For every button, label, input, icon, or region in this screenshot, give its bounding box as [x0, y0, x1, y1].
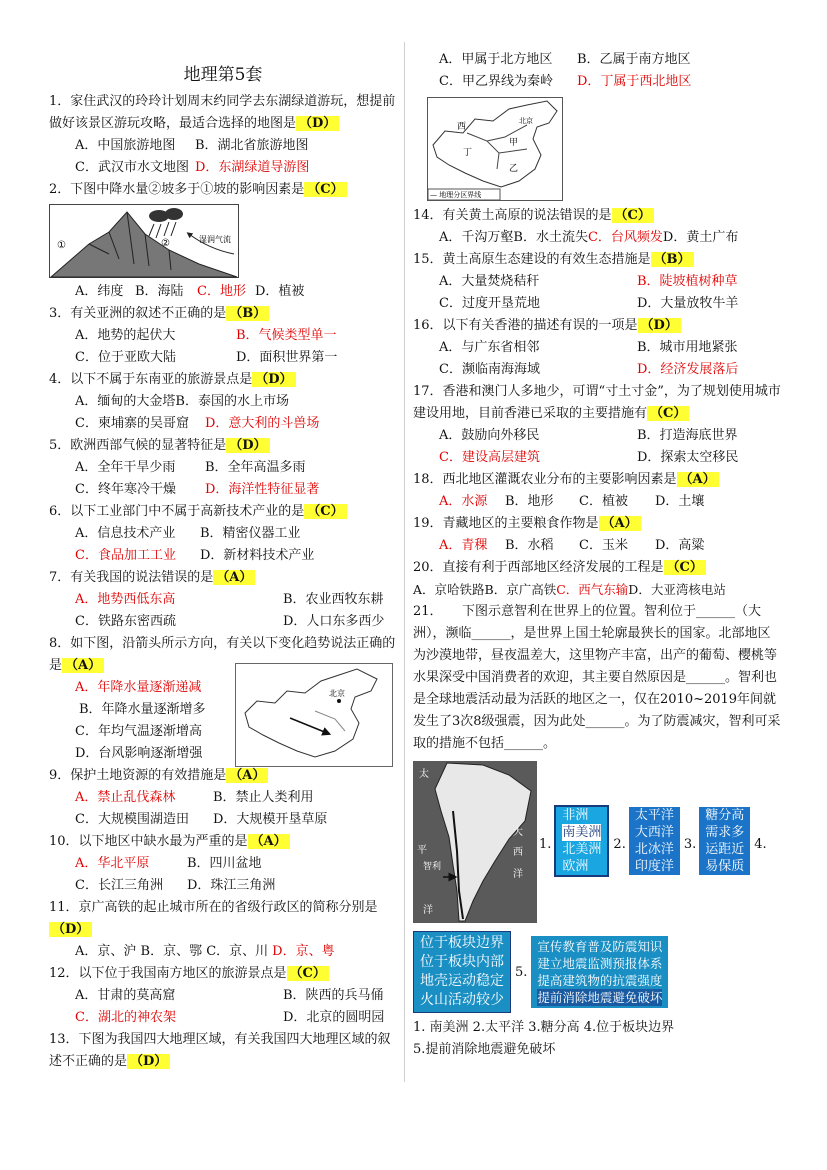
ocean-options: 太平洋 大西洋 北冰洋 印度洋 [629, 807, 680, 875]
answer-badge: （C） [287, 966, 329, 981]
question-13: 13．下图为我国四大地理区域，有关我国四大地理区域的叙述不正确的是 （D） [49, 1032, 391, 1069]
answer-badge: （D） [49, 922, 92, 937]
answer-badge: （A） [226, 768, 268, 783]
mountain-rain-figure [49, 204, 397, 278]
slope-2-label: ② [161, 238, 170, 249]
map-legend: — 地理分区界线 [430, 191, 482, 199]
svg-text:洋: 洋 [423, 905, 433, 916]
measure-options: 宣传教育普及防震知识 建立地震监测预报体系 提高建筑物的抗震强度 提前消除地震避免破坏 [531, 936, 668, 1008]
plate-options: 位于板块边界 位于板块内部 地壳运动稳定 火山活动较少 [413, 931, 511, 1013]
left-column: 地理第5套 1．家住武汉的玲玲计划周末约同学去东湖绿道游玩，想提前做好该景区游玩攻略，最适合选择的地图是 （D） A．中国旅游地图 B．湖北省旅游地图 C．武汉市水文地图 D．东湖绿道导游图 2．下图中降水量②坡多于①坡的影响因素是 （C） ① ② 湿润气流 A．纬度 B．海陆 C．地形 D．植被 3．有关亚洲的叙述不正确的是 （B） A．地势的起伏大 B．气候类型单一 C．位于亚欧大陆 D．面积世界第一 4．以下不属于东南亚的旅游景点是 （D） A．缅甸的大金塔B．泰国的水上市场 C．柬埔寨的吴哥窟 D．意大利的斗兽场 5．欧洲西部气候的显著特征是 （D） A．全年干旱少雨 B．全年高温多雨 C．终年寒冷干燥 D．海洋性特征显著 6．以下工业部门中不属于高新技术产业的是 （C） A．信息技术产业 B．精密仪器工业 C．食品加工工业 D．新材料技术产业 7．有关我国的说法错误的是 （A） A．地势西低东高 B．农业西牧东耕 C．铁路东密西疏 D．人口东多西少 8．如下图，沿箭头所示方向，有关以下变化趋势说法正确的是 （A） A．年降水量逐渐递减 B．年降水量逐渐增多 C．年均气温逐渐增高 D．台风影响逐渐增强 北京 9．保护土地资源的有效措施是 （A） A．禁止乱伐森林 B．禁止人类利用 C．大规模围湖造田 D．大规模开垦草原 10．以下地区中缺水最为严重的是 （A） A．华北平原 B．四川盆地 C．长江三角洲 D．珠江三角洲 11．京广高铁的起止城市所在的省级行政区的简称分别是（D） A．京、沪 B．京、鄂 C．京、川 D．京、粤 12．以下位于我国南方地区的旅游景点是 （C） A．甘肃的莫高窟 B．陕西的兵马俑 C．湖北的神农架 D．北京的圆明园 13．下图为我国四大地理区域，有关我国四大地理区域的叙述不正确的是 （D） [49, 40, 397, 1073]
page-title: 地理第5套 [183, 65, 263, 85]
question-7: 7．有关我国的说法错误的是 （A） [49, 567, 397, 589]
question-1: 1．家住武汉的玲玲计划周末约同学去东湖绿道游玩，想提前做好该景区游玩攻略，最适合选择的地图是 （D） [49, 94, 396, 131]
question-9: 9．保护土地资源的有效措施是 （A） [49, 765, 397, 787]
region-jia-label: 甲 [509, 138, 519, 148]
question-17: 17．香港和澳门人多地少，可谓“寸土寸金”，为了规划使用城市建设用地，目前香港已采取的主要措施有 （C） [413, 384, 781, 421]
question-8: 8．如下图，沿箭头所示方向，有关以下变化趋势说法正确的是 （A） [49, 636, 396, 673]
q21-answer-line-2: 5.提前消除地震避免破坏 [413, 1042, 556, 1057]
continent-options: 非洲 南美洲 北美洲 欧洲 [554, 805, 609, 877]
question-20: 20．直接有利于西部地区经济发展的工程是 （C） [413, 557, 781, 579]
column-divider [404, 42, 405, 1082]
svg-text:西: 西 [513, 847, 523, 858]
beijing-label: 北京 [329, 689, 345, 698]
answer-badge: （C） [304, 504, 346, 519]
question-12: 12．以下位于我国南方地区的旅游景点是 （C） [49, 963, 397, 985]
question-4: 4．以下不属于东南亚的旅游景点是 （D） [49, 369, 397, 391]
answer-badge: （A） [248, 834, 290, 849]
region-ding-label: 丁 [463, 148, 473, 158]
answer-badge: （D） [127, 1054, 170, 1069]
answer-badge: （A） [677, 472, 719, 487]
beijing-label: 北京 [519, 117, 533, 125]
answer-badge: （D） [252, 372, 295, 387]
answer-badge: （D） [296, 116, 339, 131]
right-column: A．甲属于北方地区 B．乙属于南方地区 C．甲乙界线为秦岭 D．丁属于西北地区 西 丁 甲 乙 北京 — 地理分区界线 14．有关黄土高原的说法错误的是 （C） A．千沟万壑B．水土流失 C．台风频发 D．黄土广布 15．黄土高原生态建设的有效生态措施是 （B） A．大量焚烧秸秆 B．陡坡植树种草 C．过度开垦荒地 D．大量放牧牛羊 16．以下有关香港的描述有误的一项是 （D） A．与广东省相邻 B．城市用地紧张 C．濒临南海海域 D．经济发展落后 17．香港和澳门人多地少，可谓“寸土寸金”，为了规划使用城市建设用地，目前香港已采取的主要措施有 （C） A．鼓励向外移民 B．打造海底世界 C．建设高层建筑 D．探索太空移民 18．西北地区灌溉农业分布的主要影响因素是 （A） A．水源 B．地形 C．植被 D．土壤 19．青藏地区的主要粮食作物是 （A） A．青稞 B．水稻 C．玉米 D．高粱 20．直接有利于西部地区经济发展的工程是 （C） A．京哈铁路B．京广高铁 C．西气东输 D．大亚湾核电站 21． 下图示意智利在世界上的位置。智利位于______（大洲），濒临______，是世界上国土轮廓最狭长的国家。北部地区为沙漠地带，昼夜温差大，这里物产丰富，出产的葡萄、樱桃等水果深受中国消费者的欢迎，其主要自然原因是______。智利也是全球地震活动最为活跃的地区之一，仅在2010~2019年间就发生了3次8级强震，因为此处______。为了防震减灾，智利可采取的措施不包括______。 太 平 洋 大 西 洋 智利 1. 非洲 南美洲 北美洲 欧洲 2. 太平洋 大西洋 北冰洋 印度洋 3. 糖分高 需求多 运距近 易保质 4. 位于板块边界 位于板块内部 地壳运动稳定 火山活动较少 5. 宣传教育普及防震知识 建立地震监测预报体系 提高建筑物的抗震强度 提前消除地震避免破坏 1. 南美洲 2.太平洋 3.糖分高 4.位于板块边界 5.提前消除地震避免破坏 [413, 40, 781, 1061]
region-yi-label: 乙 [509, 164, 519, 174]
china-arrow-map [235, 663, 393, 767]
answer-badge: （C） [647, 406, 689, 421]
q21-answer-line-1: 1. 南美洲 2.太平洋 3.糖分高 4.位于板块边界 [413, 1020, 675, 1035]
svg-text:太: 太 [419, 769, 429, 780]
answer-badge: （C） [612, 208, 654, 223]
question-18: 18．西北地区灌溉农业分布的主要影响因素是 （A） [413, 469, 781, 491]
answer-badge: （A） [599, 516, 641, 531]
question-21: 21． 下图示意智利在世界上的位置。智利位于______（大洲），濒临______，是世界上国土轮廓最狭长的国家。北部地区为沙漠地带，昼夜温差大，这里物产丰富，出产的葡萄、樱桃等水果深受中国消费者的欢迎，其主要自然原因是______。智利也是全球地震活动最为活跃的地区之一，仅在2010~2019年间就发生了3次8级强震，因为此处______。为了防震减灾，智利可采取的措施不包括______。 [413, 604, 781, 751]
question-15: 15．黄土高原生态建设的有效生态措施是 （B） [413, 249, 781, 271]
answer-badge: （A） [213, 570, 255, 585]
question-5: 5．欧洲西部气候的显著特征是 （D） [49, 435, 397, 457]
wet-air-label: 湿润气流 [199, 235, 231, 244]
reason-options: 糖分高 需求多 运距近 易保质 [699, 807, 750, 875]
answer-badge: （D） [638, 318, 681, 333]
answer-badge: （B） [226, 306, 269, 321]
question-3: 3．有关亚洲的叙述不正确的是 （B） [49, 303, 397, 325]
question-19: 19．青藏地区的主要粮食作物是 （A） [413, 513, 781, 535]
answer-badge: （C） [304, 182, 346, 197]
question-6: 6．以下工业部门中不属于高新技术产业的是 （C） [49, 501, 397, 523]
question-2: 2．下图中降水量②坡多于①坡的影响因素是 （C） [49, 179, 397, 201]
answer-badge: （B） [651, 252, 694, 267]
question-10: 10．以下地区中缺水最为严重的是 （A） [49, 831, 397, 853]
question-16: 16．以下有关香港的描述有误的一项是 （D） [413, 315, 781, 337]
region-west-label: 西 [457, 122, 467, 132]
south-america-map [413, 761, 537, 923]
svg-text:平: 平 [417, 845, 427, 856]
answer-badge: （C） [664, 560, 706, 575]
china-regions-map [427, 97, 781, 201]
slope-1-label: ① [57, 240, 66, 251]
svg-text:智利: 智利 [423, 862, 442, 872]
svg-text:大: 大 [513, 827, 523, 838]
question-14: 14．有关黄土高原的说法错误的是 （C） [413, 205, 781, 227]
question-11: 11．京广高铁的起止城市所在的省级行政区的简称分别是（D） [49, 900, 378, 937]
svg-text:洋: 洋 [513, 869, 523, 880]
answer-badge: （D） [226, 438, 269, 453]
answer-badge: （A） [62, 658, 104, 673]
